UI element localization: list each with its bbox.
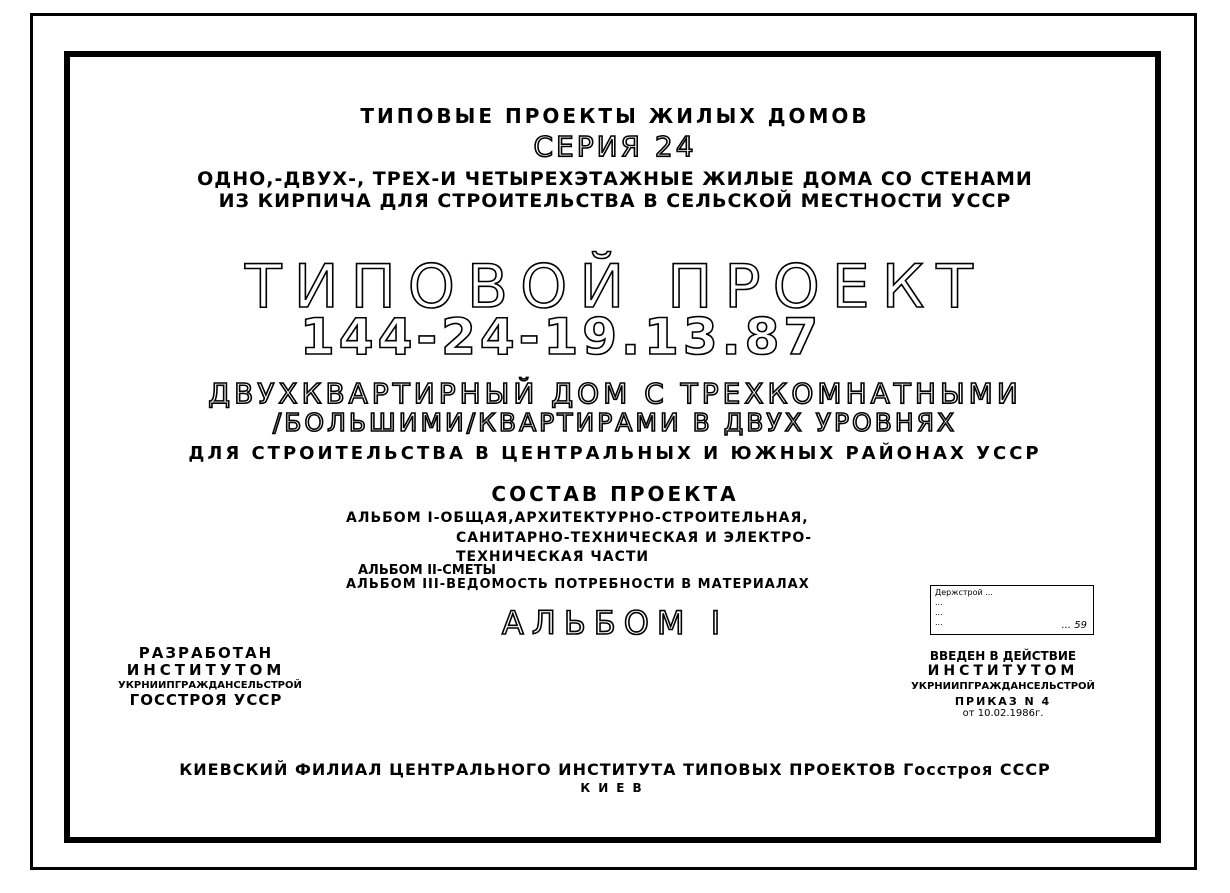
project-number: 144-24-19.13.87 [300,308,823,366]
developer-line-3: УКРНИИПГРАЖДАНСЕЛЬСТРОЙ [118,680,302,691]
album-heading: АЛЬБОМ I [501,604,729,642]
series-header: ТИПОВЫЕ ПРОЕКТЫ ЖИЛЫХ ДОМОВ [360,104,870,128]
house-title-line-2: /БОЛЬШИМИ/КВАРТИРАМИ В ДВУХ УРОВНЯХ [272,408,958,437]
enactment-line-1: ВВЕДЕН В ДЕЙСТВИЕ [929,649,1077,663]
enactment-line-5: от 10.02.1986г. [962,708,1044,719]
enactment-line-3: УКРНИИПГРАЖДАНСЕЛЬСТРОЙ [911,681,1095,692]
contents-heading: СОСТАВ ПРОЕКТА [491,482,739,506]
footer-institute: КИЕВСКИЙ ФИЛИАЛ ЦЕНТРАЛЬНОГО ИНСТИТУТА ТИПОВЫХ ПРОЕКТОВ Госстроя СССР [179,760,1051,779]
series-number: СЕРИЯ 24 [533,130,697,163]
stamp-signature-note: ... [1061,621,1072,631]
enactment-line-2: ИНСТИТУТОМ [927,663,1079,679]
stamp-number: 59 [1074,621,1087,631]
house-title-line-1: ДВУХКВАРТИРНЫЙ ДОМ С ТРЕХКОМНАТНЫМИ [208,377,1022,410]
developer-line-2: ИНСТИТУТОМ [126,661,286,679]
series-description-line-1: ОДНО,-ДВУХ-, ТРЕХ-И ЧЕТЫРЕХЭТАЖНЫЕ ЖИЛЫЕ ДОМА СО СТЕНАМИ [197,168,1033,190]
developer-line-1: РАЗРАБОТАН [138,644,274,662]
album-1-description-line-2: САНИТАРНО-ТЕХНИЧЕСКАЯ И ЭЛЕКТРО- [456,530,813,546]
document-title: ТИПОВОЙ ПРОЕКТ [245,252,985,322]
footer-city: КИЕВ [580,781,650,795]
album-3-description: АЛЬБОМ III-ВЕДОМОСТЬ ПОТРЕБНОСТИ В МАТЕРИАЛАХ [346,577,810,592]
developer-block [118,644,302,709]
album-1-description-line-1: АЛЬБОМ I-ОБЩАЯ,АРХИТЕКТУРНО-СТРОИТЕЛЬНАЯ, [346,510,809,526]
house-title-line-3: ДЛЯ СТРОИТЕЛЬСТВА В ЦЕНТРАЛЬНЫХ И ЮЖНЫХ РАЙОНАХ УССР [188,443,1042,464]
stamp-line-4: ... [935,618,943,627]
approval-stamp [930,585,1094,635]
enactment-block [898,650,1108,720]
developer-line-4: ГОССТРОЯ УССР [129,691,283,709]
enactment-line-4: ПРИКАЗ N 4 [954,695,1052,708]
stamp-line-3: ... [935,608,943,617]
album-2-description: АЛЬБОМ II-СМЕТЫ [358,563,496,578]
stamp-line-2: ... [935,598,943,607]
series-description-line-2: ИЗ КИРПИЧА ДЛЯ СТРОИТЕЛЬСТВА В СЕЛЬСКОЙ МЕСТНОСТИ УССР [218,190,1012,212]
stamp-line-1: Держстрой ... [935,588,993,597]
album-1-description-line-3: ТЕХНИЧЕСКАЯ ЧАСТИ [456,549,650,565]
